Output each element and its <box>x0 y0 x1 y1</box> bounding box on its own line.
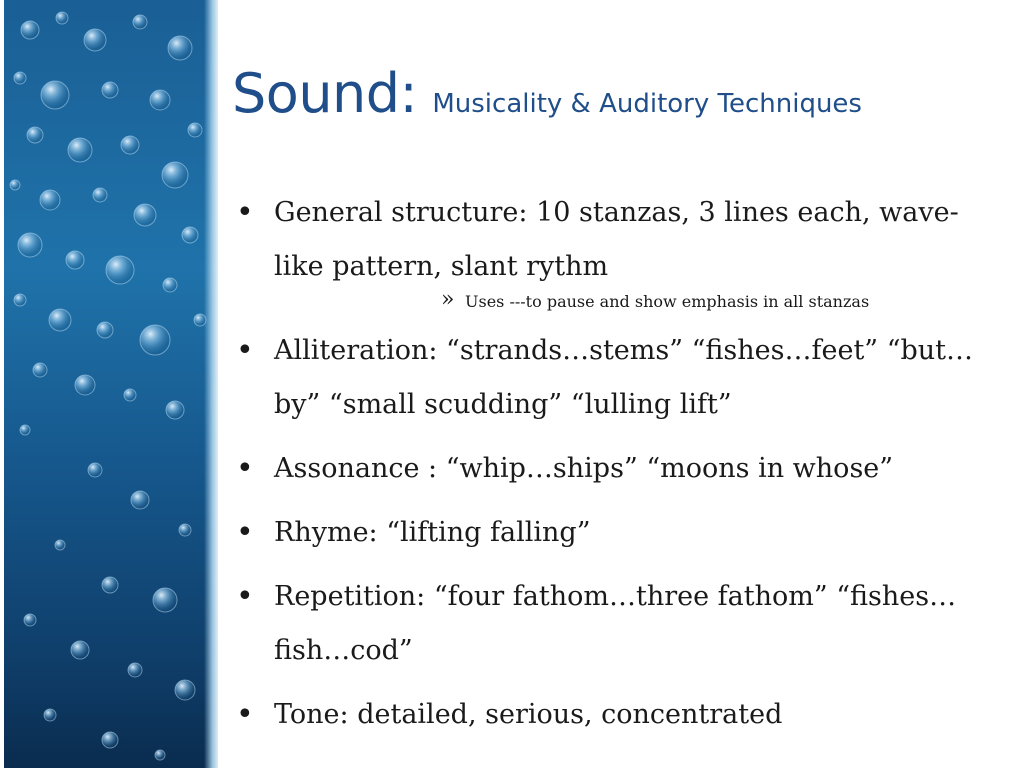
bubbles-graphic <box>0 0 218 768</box>
sub-bullet-marker: » <box>441 287 455 312</box>
bullet-text: Tone: detailed, serious, concentrated <box>274 699 783 730</box>
sub-bullet-item <box>441 288 996 316</box>
bullet-marker: • <box>236 451 254 486</box>
bullet-text: Repetition: “four fathom…three fathom” “fishes…fish…cod” <box>274 581 957 666</box>
bullet-item <box>236 442 996 496</box>
water-bubbles-image <box>0 0 218 768</box>
bullet-item <box>236 688 996 742</box>
bullet-text: Assonance : “whip…ships” “moons in whose” <box>274 453 894 484</box>
bullet-marker: • <box>236 195 254 230</box>
bullet-item <box>236 324 996 432</box>
sub-bullet-text: Uses ---to pause and show emphasis in all stanzas <box>465 292 870 311</box>
bullet-marker: • <box>236 515 254 550</box>
bullet-list <box>236 186 996 742</box>
left-margin <box>0 0 4 768</box>
bullet-item <box>236 506 996 560</box>
bullet-text: Alliteration: “strands…stems” “fishes…feet” “but…by” “small scudding” “lulling lift” <box>274 335 974 420</box>
title-main: Sound: <box>232 62 418 125</box>
bullet-marker: • <box>236 697 254 732</box>
bullet-item <box>236 186 996 294</box>
bullet-text: General structure: 10 stanzas, 3 lines each, wave-like pattern, slant rythm <box>274 197 959 282</box>
water-edge <box>204 0 218 768</box>
bullet-text: Rhyme: “lifting falling” <box>274 517 591 548</box>
bullet-marker: • <box>236 333 254 368</box>
slide-title <box>232 62 862 125</box>
title-subtitle: Musicality & Auditory Techniques <box>432 89 862 119</box>
bullet-item <box>236 570 996 678</box>
bullet-marker: • <box>236 579 254 614</box>
